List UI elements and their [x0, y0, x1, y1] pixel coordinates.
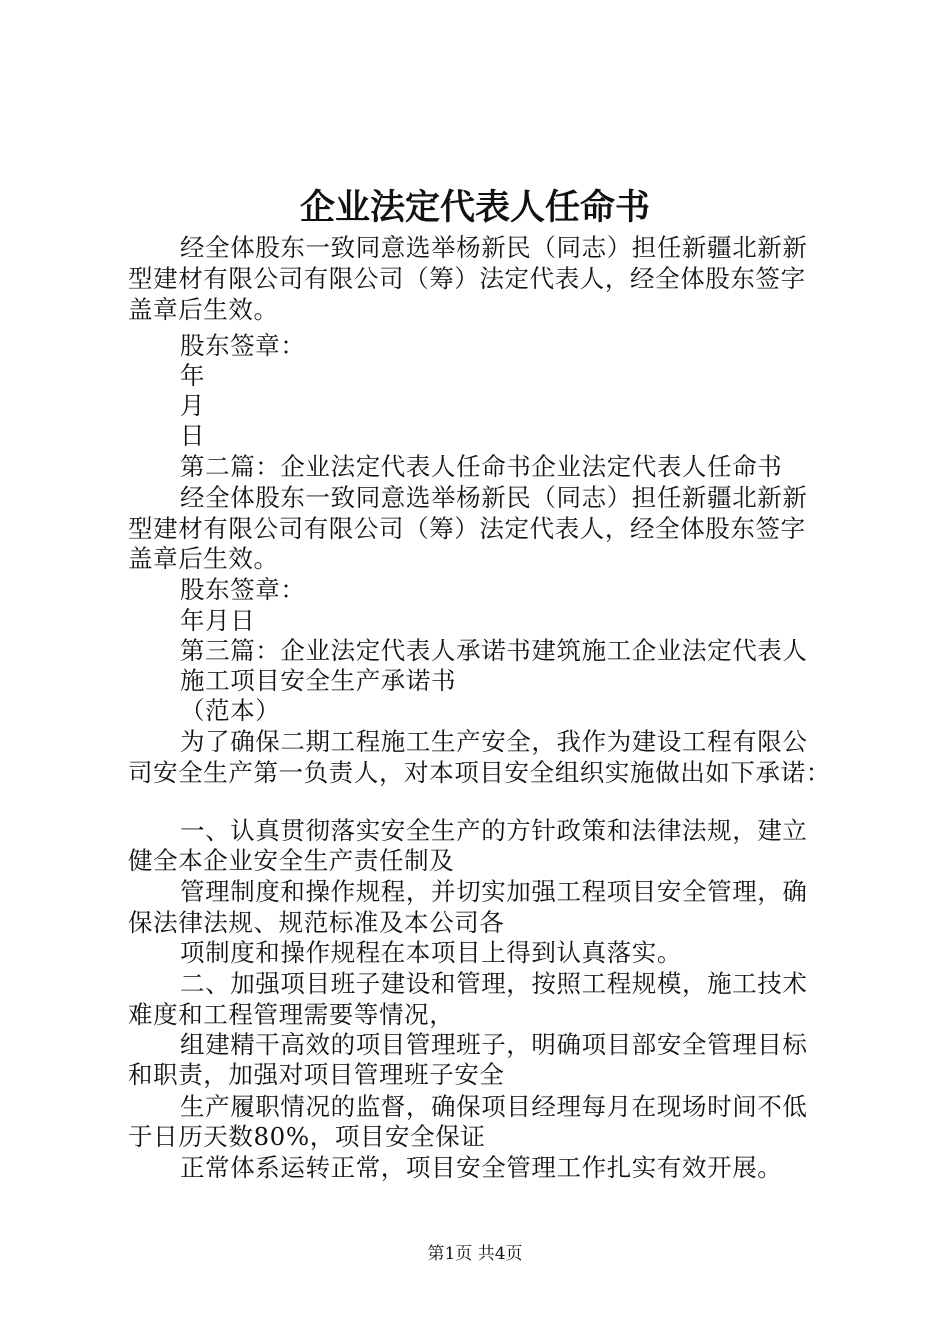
page-footer: 第1页 共4页 [427, 1244, 523, 1264]
text-line: 经全体股东一致同意选举杨新民（同志）担任新疆北新新 [180, 483, 808, 512]
text-line: 难度和工程管理需要等情况， [128, 1000, 455, 1029]
text-line: 二、加强项目班子建设和管理，按照工程规模，施工技术 [180, 969, 808, 998]
text-line: 施工项目安全生产承诺书 [180, 666, 457, 695]
section-heading: 第三篇：企业法定代表人承诺书建筑施工企业法定代表人 [180, 636, 808, 665]
text-line: 司安全生产第一负责人，对本项目安全组织实施做出如下承诺： [128, 758, 831, 787]
text-line: 型建材有限公司有限公司（筹）法定代表人，经全体股东签字 [128, 514, 806, 543]
text-line: 为了确保二期工程施工生产安全，我作为建设工程有限公 [180, 727, 808, 756]
text-line: 盖章后生效。 [128, 544, 279, 573]
text-line: 于日历天数80%，项目安全保证 [128, 1122, 486, 1151]
text-line: 组建精干高效的项目管理班子，明确项目部安全管理目标 [180, 1030, 808, 1059]
text-line: 股东签章： [180, 331, 306, 360]
text-line: 健全本企业安全生产责任制及 [128, 846, 455, 875]
text-line: 项制度和操作规程在本项目上得到认真落实。 [180, 938, 682, 967]
text-line: 保法律法规、规范标准及本公司各 [128, 908, 505, 937]
section-heading: 第二篇：企业法定代表人任命书企业法定代表人任命书 [180, 452, 783, 481]
text-line: 年 [180, 361, 206, 390]
text-line: 一、认真贯彻落实安全生产的方针政策和法律法规，建立 [180, 816, 808, 845]
text-line: 生产履职情况的监督，确保项目经理每月在现场时间不低 [180, 1092, 808, 1121]
text-line: 盖章后生效。 [128, 295, 279, 324]
text-line: （范本） [180, 696, 281, 725]
text-line: 股东签章： [180, 575, 306, 604]
text-line: 正常体系运转正常，项目安全管理工作扎实有效开展。 [180, 1153, 783, 1182]
text-line: 日 [180, 421, 206, 450]
text-line: 型建材有限公司有限公司（筹）法定代表人，经全体股东签字 [128, 264, 806, 293]
text-line: 月 [180, 391, 206, 420]
text-line: 经全体股东一致同意选举杨新民（同志）担任新疆北新新 [180, 233, 808, 262]
text-line: 管理制度和操作规程，并切实加强工程项目安全管理，确 [180, 877, 808, 906]
text-line: 和职责，加强对项目管理班子安全 [128, 1060, 505, 1089]
document-title: 企业法定代表人任命书 [299, 187, 650, 228]
text-line: 年月日 [180, 606, 256, 635]
